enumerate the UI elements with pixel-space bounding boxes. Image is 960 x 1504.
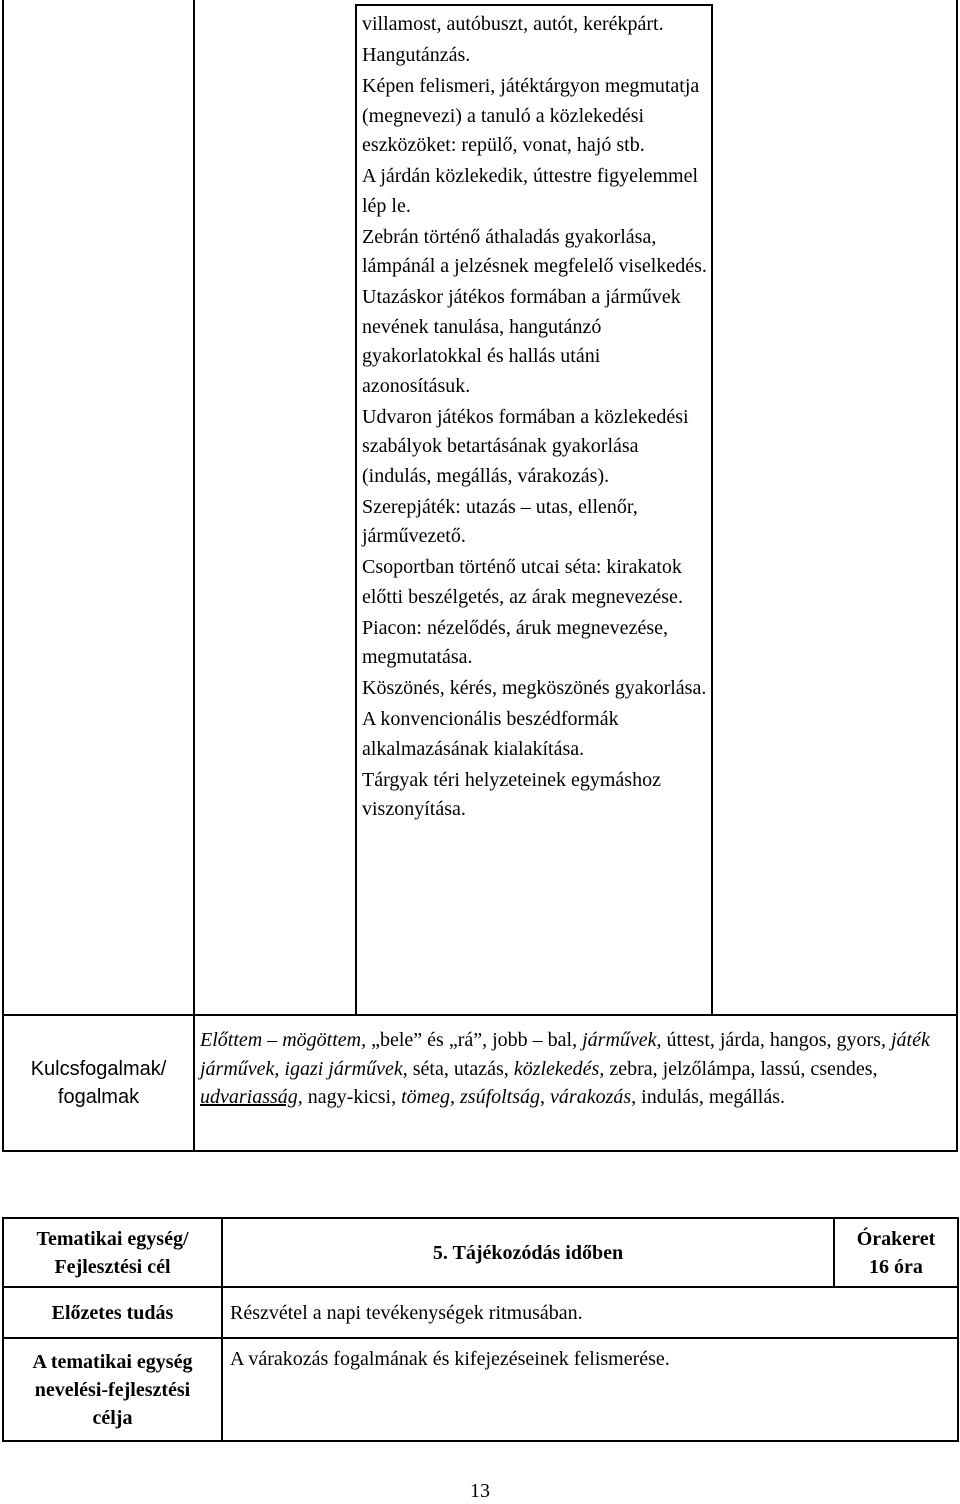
kw-term: mögöttem, (282, 1029, 367, 1051)
page-number (430, 1478, 530, 1504)
activity-item: Csoportban történő utcai séta: kirakatok előtti beszélgetés, az árak megnevezése. (362, 556, 683, 608)
t1-right-border (956, 0, 958, 1152)
goal-text (230, 1345, 950, 1373)
keywords-label-line1: Kulcsfogalmak/ (30, 1058, 167, 1080)
kw-sep: , (540, 1086, 551, 1108)
kw-sep: úttest, járda, hangos, gyors, (661, 1029, 891, 1051)
t1-divider-1 (193, 0, 195, 1152)
goal-label-line3: célja (92, 1406, 133, 1429)
keywords-text (200, 1026, 952, 1112)
kw-term: udvariasság, (200, 1086, 303, 1108)
activities-cell (362, 10, 707, 826)
unit-label-line2: Fejlesztési cél (54, 1255, 171, 1278)
activity-item: A járdán közlekedik, úttestre figyelemmel lép le. (362, 165, 698, 217)
t1-top-border (356, 4, 713, 6)
unit-title (223, 1219, 833, 1286)
prior-label (4, 1288, 221, 1337)
t2-bottom-border (2, 1440, 959, 1442)
page-number-text: 13 (470, 1479, 490, 1502)
kw-sep: zebra, jelzőlámpa, lassú, csendes, (604, 1057, 878, 1080)
t1-divider-2 (355, 4, 357, 1015)
activity-item: Piacon: nézelődés, áruk megnevezése, megmutatása. (362, 616, 668, 668)
kw-sep: indulás, megállás. (636, 1086, 785, 1108)
kw-term: várakozás, (550, 1086, 637, 1108)
activity-item: Utazáskor játékos formában a járművek nevének tanulása, hangutánzó gyakorlatokkal és hallás utáni azonosításuk. (362, 286, 681, 397)
prior-text-value: Részvétel a napi tevékenységek ritmusában. (230, 1301, 583, 1324)
kw-sep: séta, utazás, (407, 1057, 514, 1080)
t1-bottom-border (2, 1150, 958, 1152)
kw-term: zsúfoltság (460, 1086, 541, 1108)
kw-term: Előttem (200, 1029, 263, 1051)
activity-item: A konvencionális beszédformák alkalmazásának kialakítása. (362, 708, 619, 760)
unit-label-line1: Tematikai egység/ (36, 1227, 189, 1250)
activity-item: Udvaron játékos formában a közlekedési szabályok betartásának gyakorlása (indulás, megállás, várakozás). (362, 405, 689, 487)
activity-item: Képen felismeri, játéktárgyon megmutatja (megnevezi) a tanuló a közlekedési eszközöket: repülő, vonat, hajó stb. (362, 75, 700, 156)
hours-cell (835, 1219, 957, 1286)
activity-item: Tárgyak téri helyzeteinek egymáshoz viszonyítása. (362, 768, 661, 820)
activity-item: Zebrán történő áthaladás gyakorlása, lámpánál a jelzésnek megfelelő viselkedés. (362, 225, 707, 277)
keywords-label (4, 1016, 193, 1150)
hours-label: Órakeret (856, 1227, 936, 1250)
keywords-label-line2: fogalmak (57, 1086, 140, 1108)
activity-item: Köszönés, kérés, megköszönés gyakorlása. (362, 677, 707, 699)
prior-label-text: Előzetes tudás (51, 1301, 174, 1324)
unit-title-text: 5. Tájékozódás időben (432, 1241, 624, 1264)
goal-label-line1: A tematikai egység (32, 1350, 193, 1373)
goal-label-line2: nevelési-fejlesztési (34, 1378, 191, 1401)
activity-item: Szerepjáték: utazás – utas, ellenőr, járművezető. (362, 495, 638, 547)
kw-term: tömeg, (401, 1086, 455, 1108)
kw-term: járművek, (582, 1029, 662, 1051)
goal-text-value: A várakozás fogalmának és kifejezéseinek felismerése. (230, 1348, 670, 1370)
kw-sep: „bele” és „rá”, jobb – bal, (366, 1029, 583, 1051)
t2-right-border (957, 1217, 959, 1442)
goal-label (4, 1339, 221, 1440)
kw-term: közlekedés, (513, 1057, 605, 1080)
t1-divider-3 (711, 4, 713, 1015)
kw-sep: – (262, 1029, 283, 1051)
unit-label (4, 1219, 221, 1286)
kw-term: játék járművek, igazi járművek, (200, 1029, 930, 1080)
kw-sep: nagy-kicsi, (302, 1086, 402, 1108)
activity-item: Hangutánzás. (362, 44, 471, 66)
prior-text (230, 1288, 950, 1337)
t1-left-border (2, 0, 4, 1152)
activity-item: villamost, autóbuszt, autót, kerékpárt. (362, 13, 664, 35)
hours-value: 16 óra (869, 1255, 923, 1278)
